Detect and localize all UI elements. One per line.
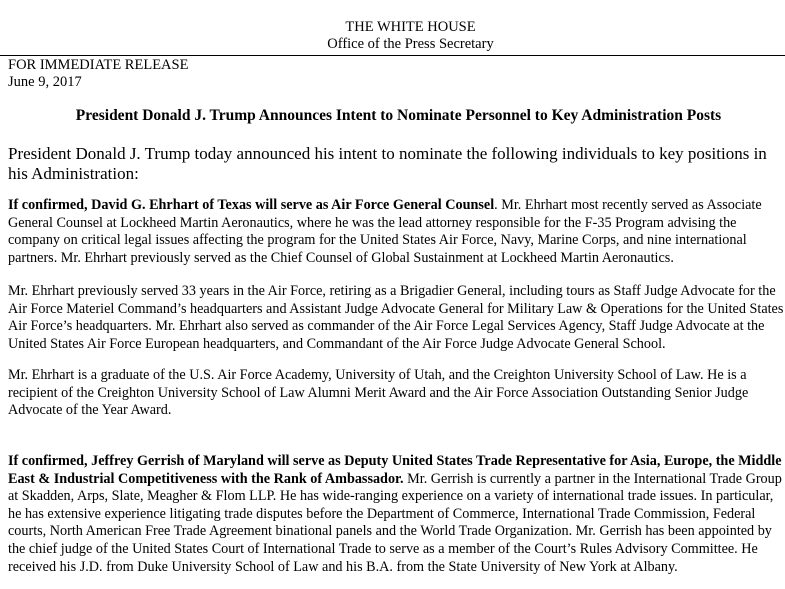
nominee-paragraph-gerrish: [8, 453, 784, 576]
paragraph-body: Mr. Ehrhart is a graduate of the U.S. Air Force Academy, University of Utah, and the Creighton University School of Law. He is a recipient of the Creighton University School of Law Alumni Merit Award and the Air Force Association Outstanding Senior Judge Advocate of the Year Award.: [8, 367, 749, 419]
paragraph-lead: If confirmed, Jeffrey Gerrish of Maryland will serve as Deputy United States Trade Representative for Asia, Europe, the Middle East & Industrial Competitiveness with the Rank of Ambassador.: [8, 453, 782, 487]
paragraph-body: . Mr. Ehrhart most recently served as Associate General Counsel at Lockheed Martin Aeronautics, where he was the lead attorney responsible for the F-35 Program advising the company on critical legal issues affecting the program for the United States Air Force, Navy, Marine Corps, and nine international partners. Mr. Ehrhart previously served as the Chief Counsel of Global Sustainment at Lockheed Martin Aeronautics.: [8, 197, 762, 266]
office-name: Office of the Press Secretary: [327, 36, 494, 52]
paragraph-body: Mr. Gerrish is currently a partner in the International Trade Group at Skadden, Arps, Slate, Meagher & Flom LLP. He has wide-ranging experience on a variety of international trade issues. In particular, he has extensive experience litigating trade disputes before the Department of Commerce, International Trade Commission, Federal courts, North American Free Trade Agreement binational panels and the World Trade Organization. Mr. Gerrish has been appointed by the chief judge of the United States Court of International Trade to serve as a member of the Court’s Rules Advisory Committee. He received his J.D. from Duke University School of Law and his B.A. from the State University of New York at Albany.: [8, 470, 782, 575]
ehrhart-education-paragraph: [8, 367, 784, 420]
ehrhart-career-paragraph: [8, 283, 784, 353]
page-title: President Donald J. Trump Announces Intent to Nominate Personnel to Key Administration Posts: [75, 107, 722, 124]
release-info: [8, 57, 188, 90]
nominee-paragraph-ehrhart: [8, 197, 784, 267]
paragraph-body: Mr. Ehrhart previously served 33 years in the Air Force, retiring as a Brigadier General, including tours as Staff Judge Advocate for the Air Force Materiel Command’s headquarters and Assistant Judge Advocate General for Military Law & Operations for the United States Air Force’s headquarters. Mr. Ehrhart also served as commander of the Air Force Legal Services Agency, Staff Judge Advocate at the United States Air Force European headquarters, and Commandant of the Air Force Judge Advocate General School.: [8, 283, 784, 352]
org-name: THE WHITE HOUSE: [345, 19, 476, 35]
paragraph-lead: If confirmed, David G. Ehrhart of Texas will serve as Air Force General Counsel: [8, 197, 495, 213]
intro-paragraph: President Donald J. Trump today announced his intent to nominate the following individuals to key positions in his Administration:: [8, 144, 767, 183]
release-label: FOR IMMEDIATE RELEASE: [8, 57, 189, 73]
release-date: June 9, 2017: [8, 73, 82, 90]
document-header: [36, 0, 785, 53]
header-divider: [0, 55, 785, 56]
